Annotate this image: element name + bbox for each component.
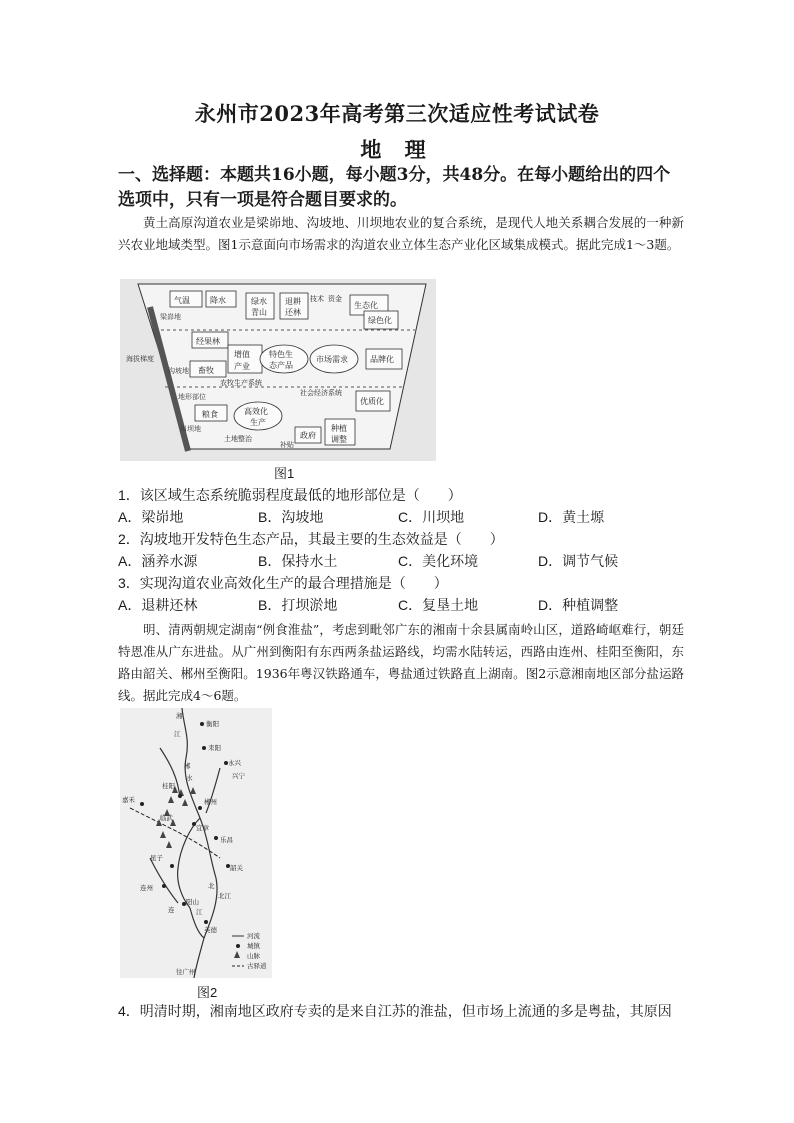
question-1-stem: 1．该区域生态系统脆弱程度最低的地形部位是（ ） (118, 487, 462, 503)
fig1-label-jiangshui: 降水 (210, 296, 226, 305)
fig2-label-jiang2: 江 (196, 908, 203, 916)
fig2-label-yuezhou: 乐昌 (220, 836, 233, 844)
fig2-label-xiang: 湘 (176, 712, 183, 720)
fig2-label-beijiang: 北江 (218, 892, 231, 900)
fig1-label-zhongzhi2: 调整 (331, 435, 347, 444)
fig2-legend-road: 古驿道 (247, 962, 267, 970)
fig1-label-gouopo: 沟坡地 (168, 367, 189, 375)
fig1-label-shengtaihua: 生态化 (354, 301, 378, 310)
figure-2-svg (120, 708, 272, 978)
fig1-label-jingguolin: 经果林 (196, 337, 220, 346)
fig2-label-yingde: 英德 (204, 926, 217, 934)
figure-1-caption: 图1 (274, 466, 295, 481)
fig1-label-zhongzhi1: 种植 (331, 424, 347, 433)
fig1-label-qiwen: 气温 (174, 296, 190, 305)
fig1-label-haiba: 海拔梯度 (126, 355, 154, 363)
exam-title: 永州市2023年高考第三次适应性考试试卷 (194, 101, 600, 126)
fig2-label-chenzhou: 郴州 (204, 798, 217, 806)
fig2-label-guangzhou: 往广州 (176, 968, 196, 976)
fig1-label-xumu: 畜牧 (198, 366, 214, 375)
fig2-label-guiyang: 桂阳 (162, 782, 175, 790)
fig2-label-yangshan: 阳山 (186, 898, 199, 906)
fig2-label-xingzi: 星子 (150, 854, 163, 862)
question-3-options (118, 595, 684, 615)
question-4-stem: 4．明清时期，湘南地区政府专卖的是来自江苏的淮盐，但市场上流通的多是粤盐，其原因 (118, 1003, 672, 1019)
question-2-options (118, 551, 684, 571)
figure-1-svg (120, 279, 436, 461)
q2-option-a[interactable]: A．涵养水源 (118, 553, 198, 569)
q1-option-a[interactable]: A．梁峁地 (118, 509, 184, 525)
fig2-label-yichang: 宜章 (196, 824, 209, 832)
fig2-label-hengyang: 衡阳 (206, 720, 219, 728)
figure-2-caption: 图2 (197, 985, 218, 1000)
fig2-label-lianzhou: 连州 (140, 884, 153, 892)
fig1-label-dixing: 地形部位 (178, 393, 206, 401)
figure-2-map (120, 708, 272, 978)
q3-option-a[interactable]: A．退耕还林 (118, 597, 198, 613)
fig1-label-chanye: 产业 (234, 362, 250, 371)
figure-1-diagram (120, 279, 436, 461)
question-3-stem: 3．实现沟道农业高效化生产的最合理措施是（ ） (118, 575, 448, 591)
fig1-label-butie: 补贴 (280, 441, 294, 449)
fig1-label-shehui: 社会经济系统 (300, 389, 342, 397)
fig2-label-shui: 水 (186, 774, 193, 782)
fig1-label-zhengfu: 政府 (300, 431, 316, 440)
fig1-label-qingshan: 青山 (251, 308, 267, 317)
fig1-label-chuanba: 川坝地 (180, 425, 201, 433)
q1-option-c[interactable]: C．川坝地 (398, 509, 465, 525)
question-1-options (118, 507, 684, 527)
q3-option-d[interactable]: D．种植调整 (538, 597, 619, 613)
fig1-label-pinpaihua: 品牌化 (370, 355, 394, 364)
subject-title: 地 理 (360, 137, 434, 162)
fig2-label-shaoguan: 韶关 (230, 864, 243, 872)
fig2-label-jiang: 江 (174, 730, 181, 738)
passage-2: 明、清两朝规定湖南“例食淮盐”，考虑到毗邻广东的湘南十余县属南岭山区，道路崎岖难行，朝廷特恩准从广东进盐。从广州到衡阳有东西两条盐运路线，均需水陆转运，西路由连州、桂阳至衡阳，东路由韶关、郴州至衡阳。1936年粤汉铁路通车，粤盐通过铁路直上湖南。图2示意湘南地区部分盐运路线。据此完成4～6题。 (118, 622, 684, 703)
fig2-label-linwu: 临武 (160, 814, 173, 822)
fig1-label-gaoxiao1: 高效化 (244, 407, 268, 416)
q1-option-d[interactable]: D．黄土塬 (538, 509, 605, 525)
fig1-label-lvshui: 绿水 (251, 297, 267, 306)
fig2-legend-river: 河流 (247, 932, 260, 940)
fig2-label-jiahe: 嘉禾 (122, 796, 135, 804)
q2-option-d[interactable]: D．调节气候 (538, 553, 619, 569)
fig2-label-bei: 北 (208, 882, 215, 890)
section-heading: 一、选择题：本题共16小题，每小题3分，共48分。在每小题给出的四个选项中，只有一项是符合题目要求的。 (118, 165, 671, 210)
fig1-label-tese1: 特色生 (269, 350, 293, 359)
fig1-label-zijin: 资金 (328, 295, 342, 303)
q3-option-b[interactable]: B．打坝淤地 (258, 597, 338, 613)
fig2-label-lian: 连 (168, 906, 175, 914)
fig1-label-tudi: 土地整治 (224, 435, 252, 443)
question-2-stem: 2．沟坡地开发特色生态产品，其最主要的生态效益是（ ） (118, 531, 504, 547)
fig1-label-jishu: 技术 (310, 295, 324, 303)
fig1-label-liangmao: 梁峁地 (160, 313, 181, 321)
fig2-label-leiyang: 耒阳 (208, 744, 221, 752)
fig1-label-huanlin: 还林 (285, 308, 301, 317)
fig2-label-yongxing: 永兴 (228, 759, 241, 767)
fig1-label-nongmu: 农牧生产系统 (220, 379, 262, 387)
fig1-label-youzhihua: 优质化 (360, 397, 384, 406)
fig1-label-shichang: 市场需求 (316, 355, 348, 364)
fig2-legend-town: 城镇 (247, 942, 260, 950)
fig2-label-xingning: 兴宁 (232, 772, 245, 780)
fig1-label-lvsehua: 绿色化 (368, 316, 392, 325)
q2-option-b[interactable]: B．保持水土 (258, 553, 338, 569)
q2-option-c[interactable]: C．美化环境 (398, 553, 479, 569)
fig1-label-liangshi: 粮食 (202, 410, 218, 419)
passage-1: 黄土高原沟道农业是梁峁地、沟坡地、川坝地农业的复合系统，是现代人地关系耦合发展的一种新兴农业地域类型。图1示意面向市场需求的沟道农业立体生态产业化区域集成模式。据此完成1～3题。 (118, 215, 684, 252)
fig1-label-tuigeng: 退耕 (285, 297, 301, 306)
fig2-label-chen: 郴 (184, 762, 191, 770)
q1-option-b[interactable]: B．沟坡地 (258, 509, 324, 525)
fig1-label-zengzhi: 增值 (234, 350, 250, 359)
q3-option-c[interactable]: C．复垦土地 (398, 597, 479, 613)
fig2-legend-mountain: 山脉 (247, 952, 260, 960)
fig1-label-tese2: 态产品 (269, 361, 293, 370)
fig1-label-gaoxiao2: 生产 (250, 418, 266, 427)
